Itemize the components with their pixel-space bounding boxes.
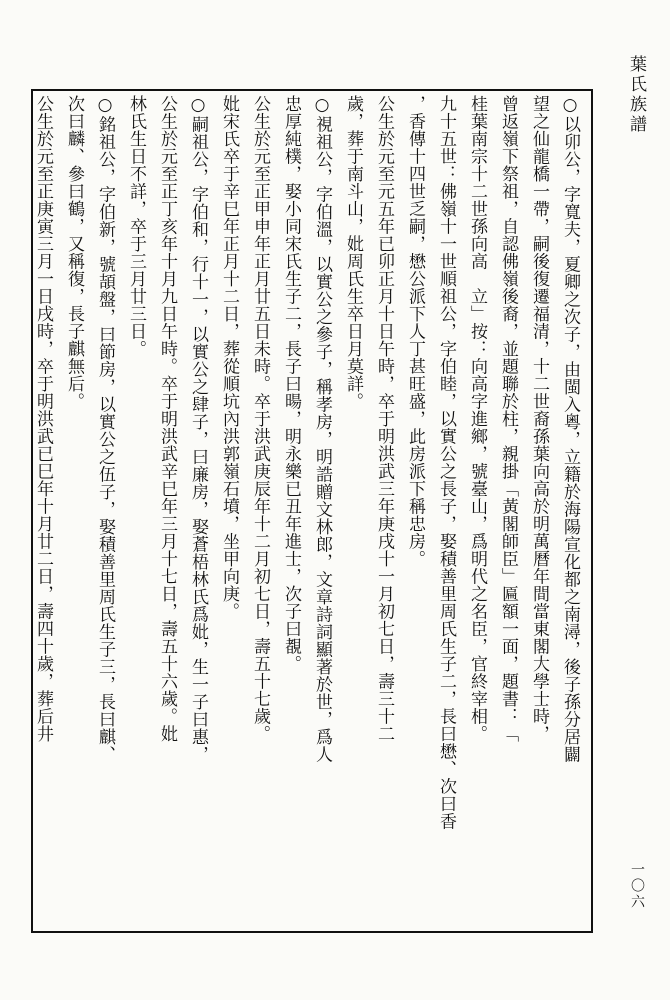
- text-column-3: 曾返嶺下祭祖，自認佛嶺後裔，並題聯於柱，親掛「黃閣師臣」匾額一面，題書：「: [498, 95, 518, 743]
- text-column-8: 歲，葬于南斗山，妣周氏生卒日月莫詳。: [343, 95, 363, 410]
- genealogy-text: [31, 95, 585, 927]
- text-column-14: 公生於元至正丁亥年十月九日午時。卒于明洪武辛巳年三月十七日，壽五十六歲。妣: [157, 95, 177, 743]
- text-column-1: ○以卯公，字寬夫，夏卿之次子，由閩入粵，立籍於海陽宣化都之南潯，後子孫分居闢: [560, 95, 580, 763]
- text-column-4: 桂葉南宗十二世孫向高 立」按：向高字進鄉，號臺山，爲明代之名臣，官終宰相。: [467, 95, 487, 743]
- text-column-13: ○嗣祖公，字伯和，行十一，以實公之肆子，曰廉房，娶蒼梧林氏爲妣，生一子曰惠，: [188, 95, 208, 763]
- page-number: 一〇六: [629, 862, 645, 910]
- text-column-2: 望之仙龍橋一帶，嗣後復遷福清，十二世裔孫葉向高於明萬曆年間當東閣大學士時，: [529, 95, 549, 743]
- text-column-17: 次曰麟、參曰鶴，又稱復，長子麒無后。: [64, 95, 84, 410]
- text-column-6: ，香傳十四世乏嗣，懋公派下人丁甚旺盛，此房派下稱忠房。: [405, 95, 425, 568]
- text-column-12: 妣宋氏卒于辛巳年正月十二日，葬從順坑內洪郭嶺石墳，坐甲向庚。: [219, 95, 239, 620]
- text-column-10: 忠厚純樸，娶小同宋氏生子二，長子曰暘，明永樂已丑年進士，次子曰覩。: [281, 95, 301, 673]
- text-column-18: 公生於元至正庚寅三月一日戌時，卒于明洪武已巳年十月廿二日，壽四十歲，葬后井: [33, 95, 53, 743]
- text-column-5: 九十五世：佛嶺十一世順祖公，字伯睦，以實公之長子，娶積善里周氏生子二，長曰懋、次曰香: [436, 95, 456, 830]
- text-frame: [31, 89, 593, 933]
- text-column-7: 公生於元至元五年已卯正月十日午時，卒于明洪武三年庚戌十一月初七日，壽三十二: [374, 95, 394, 743]
- text-column-11: 公生於元至正甲申年正月廿五日未時。卒于洪武庚辰年十二月初七日，壽五十七歲。: [250, 95, 270, 743]
- text-column-15: 林氏生日不詳，卒于三月廿三日。: [126, 95, 146, 358]
- text-column-9: ○視祖公，字伯溫，以實公之參子，稱孝房，明誥贈文林郎，文章詩詞顯著於世，爲人: [312, 95, 332, 763]
- text-column-16: ○銘祖公，字伯新，號頡盤，曰節房，以實公之伍子，娶積善里周氏生子三，長曰麒、: [95, 95, 115, 763]
- book-title: 葉氏族譜: [626, 55, 646, 135]
